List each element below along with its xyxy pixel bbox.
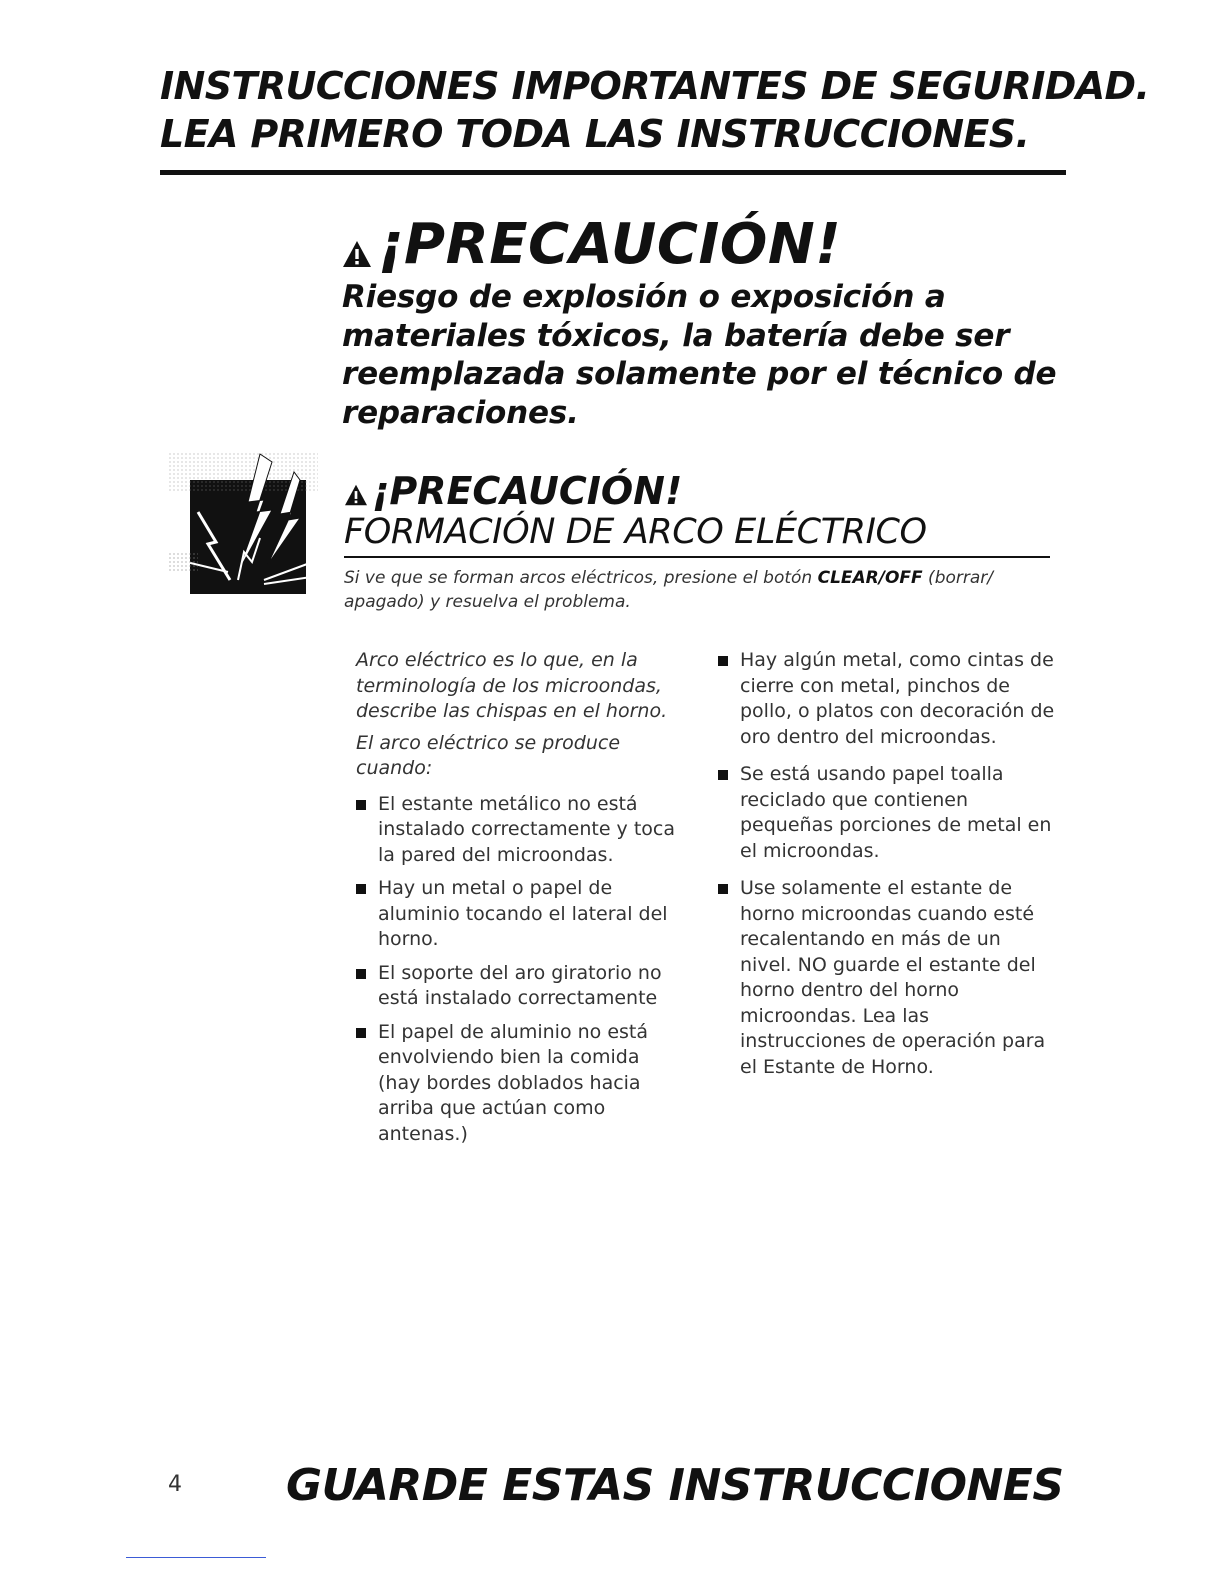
arcing-definition: Arco eléctrico es lo que, en la terminología de los microondas, describe las chispas en el horno. xyxy=(356,649,668,722)
list-item-text: El estante metálico no está instalado correctamente y toca la pared del microondas. xyxy=(378,792,675,866)
list-item xyxy=(356,792,686,869)
caution-battery-line: reparaciones. xyxy=(342,394,579,431)
list-item xyxy=(356,1020,686,1148)
caution-arcing-subtitle: FORMACIÓN DE ARCO ELÉCTRICO xyxy=(344,512,927,552)
list-item-text: Hay un metal o papel de aluminio tocando el lateral del horno. xyxy=(378,877,668,950)
header-title-line-2: LEA PRIMERO TODA LAS INSTRUCCIONES. xyxy=(160,112,1030,156)
caution-battery xyxy=(342,212,1062,432)
bullet-square-icon xyxy=(356,1028,366,1038)
bullet-square-icon xyxy=(718,770,728,780)
list-item-text: Se está usando papel toalla reciclado que contienen pequeñas porciones de metal en el microondas. xyxy=(740,763,1052,862)
list-item-text: Use solamente el estante de horno microondas cuando esté recalentando en más de un nivel. NO guarde el estante del horno dentro del horno microondas. Lea las instrucciones de operación para el Estante de Horno. xyxy=(740,877,1046,1078)
list-item xyxy=(718,762,1058,864)
list-item xyxy=(718,648,1058,750)
list-item xyxy=(356,961,686,1012)
caution-battery-line: materiales tóxicos, la batería debe ser xyxy=(342,317,1010,354)
bullet-square-icon xyxy=(718,884,728,894)
page-footer xyxy=(0,1458,1224,1518)
electric-arc-icon xyxy=(168,452,318,602)
caution-battery-line: Riesgo de explosión o exposición a xyxy=(342,279,946,315)
list-item-text: Hay algún metal, como cintas de cierre con metal, pinchos de pollo, o platos con decoración de oro dentro del microondas. xyxy=(740,649,1055,748)
right-column xyxy=(718,648,1058,1088)
left-column xyxy=(356,648,686,1155)
caution-battery-title xyxy=(342,212,1062,278)
bullet-square-icon xyxy=(356,800,366,810)
caution-arcing-heading: ¡PRECAUCIÓN! xyxy=(372,469,683,513)
list-item-text: El papel de aluminio no está envolviendo bien la comida (hay bordes doblados hacia arriba que actúan como antenas.) xyxy=(378,1020,649,1145)
header-divider xyxy=(160,170,1066,175)
warning-triangle-icon xyxy=(344,484,368,506)
caution-battery-heading: ¡PRECAUCIÓN! xyxy=(378,212,842,277)
list-item xyxy=(718,876,1058,1080)
caution-battery-line: reemplazada solamente por el técnico de xyxy=(342,356,1057,392)
header-title-line-1: INSTRUCCIONES IMPORTANTES DE SEGURIDAD. xyxy=(160,64,1150,108)
caution-arcing-title xyxy=(344,470,1050,512)
caution-arcing-intro xyxy=(344,566,1034,614)
bullet-square-icon xyxy=(718,656,728,666)
intro-text: (borrar/ apagado) y resuelva el problema. xyxy=(344,568,993,612)
clear-off-label: CLEAR/OFF xyxy=(817,568,923,588)
list-item xyxy=(356,876,686,953)
arcing-causes-intro: El arco eléctrico se produce cuando: xyxy=(356,731,621,779)
bullet-square-icon xyxy=(356,969,366,979)
page-header xyxy=(160,62,1150,175)
page-number: 4 xyxy=(168,1472,182,1497)
list-item-text: El soporte del aro giratorio no está instalado correctamente xyxy=(378,961,662,1009)
bullet-square-icon xyxy=(356,884,366,894)
caution-battery-body xyxy=(342,278,1062,432)
caution-arcing-divider xyxy=(344,556,1050,558)
caution-arcing xyxy=(344,470,1050,614)
footer-title: GUARDE ESTAS INSTRUCCIONES xyxy=(286,1460,1064,1511)
intro-text: Si ve que se forman arcos eléctricos, presione el botón xyxy=(344,568,818,588)
warning-triangle-icon xyxy=(342,240,372,268)
bottom-divider xyxy=(126,1557,266,1558)
